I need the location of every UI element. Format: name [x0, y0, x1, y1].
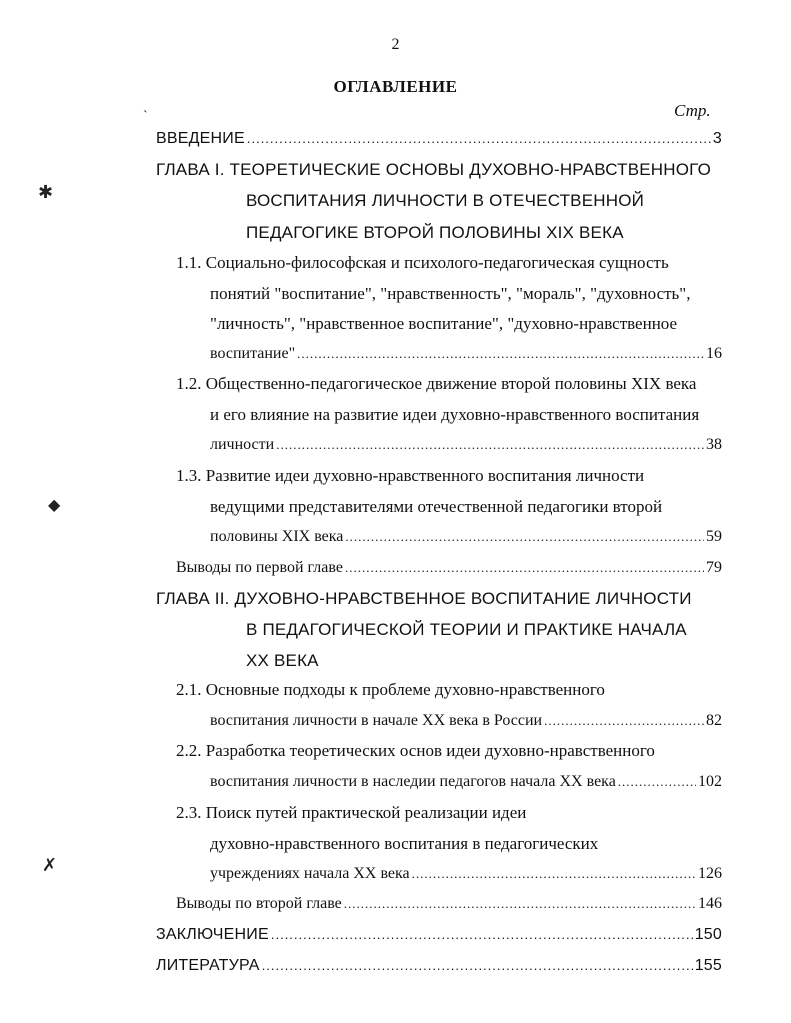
- toc-page-number: 146: [698, 895, 722, 912]
- toc-entry-label: воспитания личности в начале XX века в России: [210, 712, 543, 729]
- section-2-3-title-line: духовно-нравственного воспитания в педагогических: [210, 834, 599, 853]
- toc-entry-1-3: [210, 527, 722, 547]
- scan-artifact: ˋ: [143, 109, 148, 124]
- page-column-label: Стр.: [674, 101, 711, 120]
- toc-page-number: 3: [712, 130, 722, 147]
- toc-entry-intro: [156, 129, 722, 149]
- leader-dots: [297, 344, 704, 364]
- toc-entry-label: Выводы по первой главе: [176, 559, 343, 576]
- leader-dots: [271, 925, 693, 945]
- leader-dots: [262, 956, 693, 976]
- toc-page-number: 16: [706, 345, 722, 362]
- section-2-3-title: 2.3. Поиск путей практической реализации идеи: [176, 803, 527, 822]
- section-1-1-title-line: понятий "воспитание", "нравственность", "мораль", "духовность",: [210, 284, 691, 303]
- scan-artifact: ◆: [48, 497, 61, 514]
- toc-entry-1-1: [210, 344, 722, 364]
- toc-entry-label: ЛИТЕРАТУРА: [156, 957, 260, 974]
- section-1-1-title-line: "личность", "нравственное воспитание", "духовно-нравственное: [210, 314, 678, 333]
- toc-page-number: 150: [694, 926, 722, 943]
- chapter-2-heading-line: XX ВЕКА: [246, 651, 319, 670]
- toc-page-number: 126: [698, 865, 722, 882]
- toc-entry-label: Выводы по второй главе: [176, 895, 342, 912]
- section-2-1-title: 2.1. Основные подходы к проблеме духовно-нравственного: [176, 680, 605, 699]
- toc-page-number: 102: [698, 773, 722, 790]
- chapter-2-heading-line: В ПЕДАГОГИЧЕСКОЙ ТЕОРИИ И ПРАКТИКЕ НАЧАЛА: [246, 620, 687, 639]
- page-title: ОГЛАВЛЕНИЕ: [333, 77, 458, 96]
- toc-entry-label: учреждениях начала XX века: [210, 865, 410, 882]
- chapter-1-heading: ГЛАВА I. ТЕОРЕТИЧЕСКИЕ ОСНОВЫ ДУХОВНО-НРАВСТВЕННОГО: [156, 160, 712, 179]
- section-1-3-title-line: ведущими представителями отечественной педагогики второй: [210, 497, 663, 516]
- section-1-1-title: 1.1. Социально-философская и психолого-педагогическая сущность: [176, 253, 669, 272]
- toc-page-number: 155: [694, 957, 722, 974]
- scan-artifact: ✱: [38, 182, 54, 202]
- section-1-2-title: 1.2. Общественно-педагогическое движение второй половины XIX века: [176, 374, 697, 393]
- leader-dots: [544, 711, 704, 731]
- scan-artifact: ✗: [42, 855, 58, 875]
- toc-entry-conclusion: [156, 925, 722, 945]
- toc-entry-2-2: [210, 772, 722, 792]
- toc-entry-label: ВВЕДЕНИЕ: [156, 130, 245, 147]
- toc-page-number: 38: [706, 436, 722, 453]
- leader-dots: [345, 558, 704, 578]
- toc-entry-label: воспитание": [210, 345, 296, 362]
- toc-page-number: 79: [706, 559, 722, 576]
- toc-page-number: 59: [706, 528, 722, 545]
- section-2-2-title: 2.2. Разработка теоретических основ идеи духовно-нравственного: [176, 741, 655, 760]
- section-1-3-title: 1.3. Развитие идеи духовно-нравственного воспитания личности: [176, 466, 645, 485]
- leader-dots: [412, 864, 696, 884]
- chapter-1-heading-line: ВОСПИТАНИЯ ЛИЧНОСТИ В ОТЕЧЕСТВЕННОЙ: [246, 191, 645, 210]
- chapter-2-heading: ГЛАВА II. ДУХОВНО-НРАВСТВЕННОЕ ВОСПИТАНИЕ ЛИЧНОСТИ: [156, 589, 692, 608]
- leader-dots: [247, 129, 711, 149]
- leader-dots: [276, 435, 704, 455]
- page-number: 2: [391, 36, 400, 53]
- toc-entry-literature: [156, 956, 722, 976]
- toc-entry-label: половины XIX века: [210, 528, 344, 545]
- leader-dots: [618, 772, 696, 792]
- section-1-2-title-line: и его влияние на развитие идеи духовно-нравственного воспитания: [210, 405, 700, 424]
- toc-page-number: 82: [706, 712, 722, 729]
- toc-entry-2-3: [210, 864, 722, 884]
- toc-entry-conclusions-1: [176, 558, 722, 578]
- leader-dots: [344, 894, 696, 914]
- toc-entry-label: ЗАКЛЮЧЕНИЕ: [156, 926, 269, 943]
- toc-entry-label: личности: [210, 436, 275, 453]
- toc-entry-conclusions-2: [176, 894, 722, 914]
- toc-entry-2-1: [210, 711, 722, 731]
- toc-entry-label: воспитания личности в наследии педагогов начала XX века: [210, 773, 616, 790]
- chapter-1-heading-line: ПЕДАГОГИКЕ ВТОРОЙ ПОЛОВИНЫ XIX ВЕКА: [246, 223, 624, 242]
- leader-dots: [345, 527, 704, 547]
- toc-entry-1-2: [210, 435, 722, 455]
